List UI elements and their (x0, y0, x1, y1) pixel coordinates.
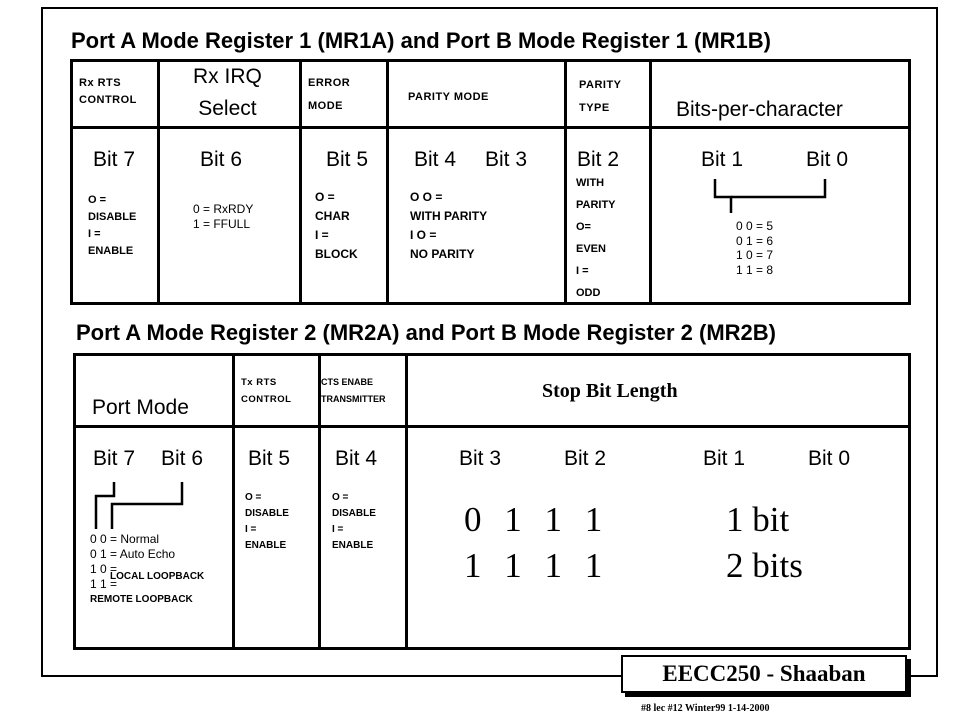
mr2-title: Port A Mode Register 2 (MR2A) and Port B Mode Register 2 (MR2B) (76, 320, 776, 345)
mr1-bpc-bracket (703, 177, 833, 217)
mr1-header-bits-per-char: Bits-per-character (676, 98, 843, 121)
mr1-bit3-label: Bit 3 (485, 148, 528, 171)
mr2-bit0-label: Bit 0 (808, 447, 851, 470)
mr1-table (70, 59, 911, 305)
lecture-footnote: #8 lec #12 Winter99 1-14-2000 (641, 703, 770, 714)
mr2-bit2-label: Bit 2 (564, 447, 607, 470)
mr2-table (73, 353, 911, 650)
mr1-header-error-mode: ERROR MODE (308, 77, 351, 112)
mr2-header-tx-rts: Tx RTS CONTROL (241, 377, 292, 405)
mr2-stop-row-2-bits: 1 1 1 1 (464, 546, 603, 585)
mr1-header-rx-rts: Rx RTS CONTROL (79, 77, 137, 106)
mr1-bit6-desc: 0 = RxRDY 1 = FFULL (193, 202, 254, 231)
mr2-port-mode-bracket (86, 474, 196, 534)
mr2-bit5-label: Bit 5 (248, 447, 291, 470)
mr1-bit0-label: Bit 0 (806, 148, 849, 171)
course-badge: EECC250 - Shaaban (621, 655, 907, 693)
mr1-header-divider (73, 126, 908, 129)
mr2-stop-row-2-length: 2 bits (726, 546, 803, 585)
mr1-bit2-label: Bit 2 (577, 148, 620, 171)
mr2-stop-row-1-bits: 0 1 1 1 (464, 500, 603, 539)
mr2-bit1-label: Bit 1 (703, 447, 746, 470)
mr1-header-parity-mode: PARITY MODE (408, 91, 489, 103)
mr2-bit3-label: Bit 3 (459, 447, 502, 470)
mr2-header-port-mode: Port Mode (92, 396, 189, 419)
mr1-header-parity-type: PARITY TYPE (579, 79, 622, 114)
mr2-bit6-label: Bit 6 (161, 447, 204, 470)
mr2-stop-row-1-length: 1 bit (726, 500, 790, 539)
mr1-bit5-desc: O = CHAR I = BLOCK (315, 190, 358, 261)
mr2-bit7-label: Bit 7 (93, 447, 136, 470)
mr2-header-divider (76, 425, 908, 428)
mr2-port-mode-desc: 0 0 = Normal 0 1 = Auto Echo 1 0 = 1 1 = LOCAL LOOPBACK REMOTE LOOPBACK (90, 532, 205, 605)
mr1-bit10-desc: 0 0 = 5 0 1 = 6 1 0 = 7 1 1 = 8 (736, 219, 774, 277)
mr1-bit7-desc: O = DISABLE I = ENABLE (88, 194, 137, 257)
mr2-header-stop-bit: Stop Bit Length (542, 380, 678, 402)
mr1-bit7-label: Bit 7 (93, 148, 136, 171)
mr1-header-rx-irq: Rx IRQ Select (193, 65, 262, 120)
mr2-bit4-label: Bit 4 (335, 447, 378, 470)
mr1-bit43-desc: O O = WITH PARITY I O = NO PARITY (410, 190, 488, 261)
mr1-title: Port A Mode Register 1 (MR1A) and Port B Mode Register 1 (MR1B) (71, 28, 771, 53)
mr2-bit4-desc: O = DISABLE I = ENABLE (332, 492, 376, 551)
mr1-bit2-desc: WITH PARITY O= EVEN I = ODD (576, 177, 616, 299)
mr1-bit1-label: Bit 1 (701, 148, 744, 171)
mr2-header-cts-enable: CTS ENABE TRANSMITTER (321, 377, 386, 404)
mr1-bit4-label: Bit 4 (414, 148, 457, 171)
mr1-bit6-label: Bit 6 (200, 148, 243, 171)
mr1-bit5-label: Bit 5 (326, 148, 369, 171)
mr2-bit5-desc: O = DISABLE I = ENABLE (245, 492, 289, 551)
